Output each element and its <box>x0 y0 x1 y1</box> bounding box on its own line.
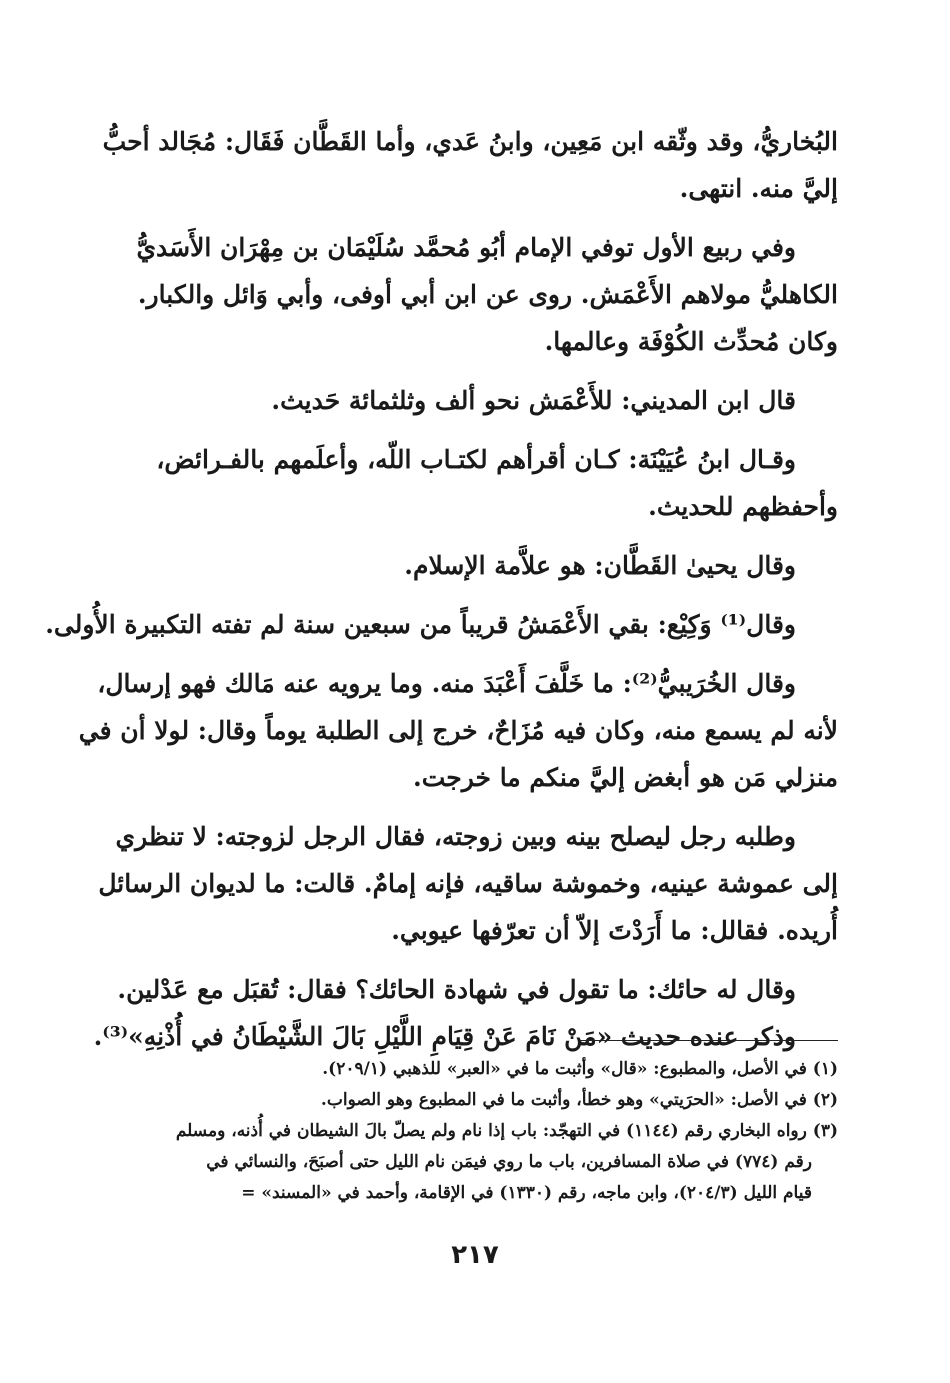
paragraph-weaver <box>93 966 838 1060</box>
text-line: وكان مُحدِّث الكُوْفَة وعالمها. <box>544 327 838 356</box>
text-line: وقال يحيىٰ القَطَّان: هو علاَّمة الإسلام. <box>404 551 796 580</box>
text-line: إليَّ منه. انتهى. <box>679 174 838 203</box>
text-line: الكاهليُّ مولاهم الأَعْمَش. روى عن ابن أبي أوفى، وأبي وَائل والكبار. <box>137 280 838 309</box>
text-line: وطلبه رجل ليصلح بينه وبين زوجته، فقال الرجل لزوجته: لا تنظري <box>115 822 796 851</box>
text-line: البُخاريُّ، وقد وثّقه ابن مَعِين، وابنُ عَدي، وأما القَطَّان فَقَال: مُجَالد أحبُّ <box>102 127 838 156</box>
footnote-3-continued: رقم (٧٧٤) في صلاة المسافرين، باب ما روي فيمَن نام الليل حتى أصبَحَ، والنسائي في <box>206 1152 812 1172</box>
main-text <box>45 118 838 1072</box>
text-line: وأحفظهم للحديث. <box>648 492 838 521</box>
paragraph-khuraybi <box>78 660 838 801</box>
footnotes <box>110 1054 838 1209</box>
paragraph-bukhari <box>102 118 838 212</box>
footnote-2: (٢) في الأصل: «الحرَيتي» وهو خطأ، وأثبت ما في المطبوع وهو الصواب. <box>320 1090 838 1110</box>
text-line: قال ابن المديني: للأَعْمَش نحو ألف وثلثمائة حَديث. <box>271 386 796 415</box>
paragraph-yahya-qattan <box>110 542 838 589</box>
paragraph-ibn-madini <box>110 377 838 424</box>
text-line: منزلي مَن هو أبغض إليَّ منكم ما خرجت. <box>413 763 838 792</box>
paragraph-wife-story <box>98 813 838 954</box>
paragraph-ibn-uyayna <box>110 436 838 530</box>
text-line: وفي ربيع الأول توفي الإمام أبُو مُحمَّد سُلَيْمَان بن مِهْرَان الأَسَديُّ <box>136 233 796 262</box>
paragraph-waki <box>45 601 838 648</box>
page-number: ٢١٧ <box>451 1240 499 1270</box>
text-line: وقال⁽¹⁾ وَكِيْع: بقي الأَعْمَشُ قريباً من سبعين سنة لم تفته التكبيرة الأُولى. <box>45 610 796 639</box>
text-line: وقال الخُرَيبيُّ⁽²⁾: ما خَلَّفَ أَعْبَدَ منه. وما يرويه عنه مَالك فهو إرسال، <box>97 669 796 698</box>
text-line: وقال له حائك: ما تقول في شهادة الحائك؟ فقال: تُقبَل مع عَدْلين. <box>117 975 796 1004</box>
paragraph-amash-death <box>110 224 838 365</box>
footnote-3-continued: قيام الليل (٢٠٤/٣)، وابن ماجه، رقم (١٣٣٠) في الإقامة، وأحمد في «المسند» = <box>241 1183 812 1203</box>
text-line: أُريده. فقالل: ما أَرَدْتَ إلاّ أن تعرّفها عيوبي. <box>391 916 838 945</box>
footnote-1: (١) في الأصل، والمطبوع: «قال» وأثبت ما في «العبر» للذهبي (٢٠٩/١). <box>322 1059 838 1079</box>
footnote-divider <box>580 1040 838 1041</box>
text-line: وقـال ابنُ عُيَيْنَة: كـان أقرأهم لكتـاب اللّه، وأعلَمهم بالفـرائض، <box>156 445 796 474</box>
text-line: لأنه لم يسمع منه، وكان فيه مُزَاحٌ، خرج إلى الطلبة يوماً وقال: لولا أن في <box>78 716 838 745</box>
text-line: وذكر عنده حديث «مَنْ نَامَ عَنْ قِيَامِ اللَّيْلِ بَالَ الشَّيْطَانُ في أُذْنِهِ»⁽³⁾. <box>93 1022 796 1051</box>
footnote-3: (٣) رواه البخاري رقم (١١٤٤) في التهجّد: باب إذا نام ولم يصلّ بالَ الشيطان في أُذنه، ومسلم <box>175 1121 838 1141</box>
text-line: إلى عموشة عينيه، وخموشة ساقيه، فإنه إمامٌ. قالت: ما لديوان الرسائل <box>98 869 838 898</box>
